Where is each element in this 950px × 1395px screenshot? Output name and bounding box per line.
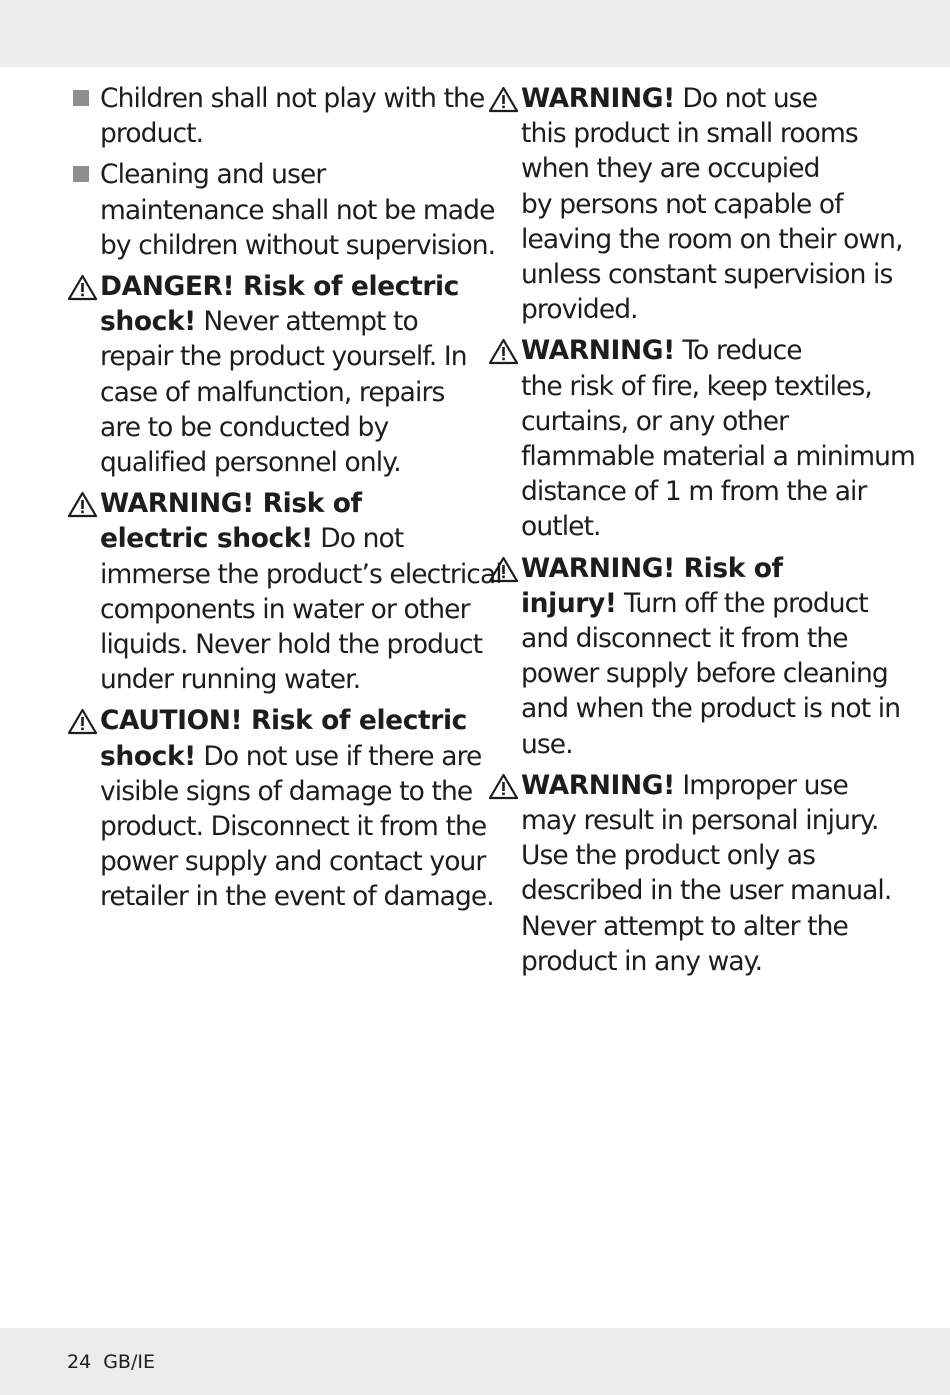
text-line — [100, 116, 467, 151]
warning-label: WARNING! — [521, 335, 675, 367]
text-line — [100, 410, 467, 445]
warning-triangle-icon — [488, 556, 519, 583]
text-line — [100, 879, 494, 914]
page-number: 24 — [67, 1351, 92, 1373]
text-line — [100, 269, 467, 304]
text-line — [521, 838, 883, 873]
body-text: Use the product only as — [521, 840, 816, 872]
body-text: leaving the room on their own, — [521, 223, 903, 255]
text-line — [100, 627, 483, 662]
text-line — [521, 873, 892, 908]
text-line — [521, 222, 903, 257]
text-line — [100, 304, 467, 339]
body-text: use. — [521, 728, 573, 760]
body-text: provided. — [521, 294, 638, 326]
body-text: and when the product is not in — [521, 693, 901, 725]
text-line — [521, 803, 883, 838]
text-line — [521, 727, 883, 762]
bullet-item — [67, 157, 496, 263]
body-text: this product in small rooms — [521, 118, 858, 150]
text-line — [100, 592, 470, 627]
body-text: Do not — [312, 523, 404, 555]
body-text: by children without supervision. — [100, 229, 496, 261]
body-text: Do not use if there are — [195, 740, 482, 772]
body-text: flammable material a minimum — [521, 441, 915, 473]
warning-notice — [488, 768, 892, 979]
warning-label: shock! — [100, 740, 196, 772]
warning-notice — [67, 703, 494, 914]
body-text: distance of 1 m from the air — [521, 476, 867, 508]
warning-label: WARNING! — [521, 769, 675, 801]
text-line — [521, 439, 915, 474]
text-line — [521, 944, 883, 979]
warning-triangle-icon — [67, 274, 98, 301]
text-line — [521, 691, 901, 726]
text-line — [100, 375, 467, 410]
warning-notice — [67, 486, 502, 697]
warning-notice — [488, 333, 915, 544]
body-text: by persons not capable of — [521, 188, 843, 220]
warning-label: WARNING! — [521, 83, 675, 114]
body-text: maintenance shall not be made — [100, 194, 495, 226]
body-text: curtains, or any other — [521, 405, 789, 437]
body-text: the risk of fire, keep textiles, — [521, 370, 872, 402]
body-text: and disconnect it from the — [521, 623, 848, 655]
warning-label: WARNING! Risk of — [100, 488, 362, 520]
text-line — [521, 768, 883, 803]
text-line — [100, 339, 467, 374]
text-line — [100, 703, 467, 738]
body-text: Children shall not play with the — [100, 83, 485, 114]
body-text: Turn off the product — [616, 587, 868, 619]
body-text: liquids. Never hold the product — [100, 629, 483, 661]
text-line — [521, 369, 883, 404]
text-line — [521, 333, 883, 368]
warning-notice — [488, 81, 903, 327]
text-line — [100, 157, 467, 192]
warning-triangle-icon — [488, 773, 519, 800]
warning-label: DANGER! Risk of electric — [100, 271, 459, 303]
text-line — [521, 621, 883, 656]
text-line — [521, 551, 883, 586]
right-column — [488, 81, 915, 985]
body-text: power supply and contact your — [100, 846, 486, 878]
body-text: components in water or other — [100, 593, 470, 625]
square-bullet-icon — [73, 90, 89, 106]
page-footer — [67, 1351, 155, 1373]
left-column — [67, 81, 502, 921]
text-line — [100, 521, 467, 556]
body-text: product in any way. — [521, 945, 763, 977]
text-line — [100, 809, 487, 844]
text-line — [521, 151, 883, 186]
warning-label: shock! — [100, 306, 196, 338]
warning-triangle-icon — [488, 86, 519, 113]
body-text: under running water. — [100, 664, 361, 696]
body-text: are to be conducted by — [100, 411, 389, 443]
body-text: To reduce — [674, 335, 802, 367]
body-text: product. Disconnect it from the — [100, 811, 487, 843]
warning-triangle-icon — [488, 338, 519, 365]
text-line — [521, 909, 883, 944]
body-text: Never attempt to — [195, 306, 418, 338]
body-text: outlet. — [521, 511, 601, 543]
body-text: qualified personnel only. — [100, 447, 401, 479]
text-line — [100, 844, 486, 879]
warning-label: electric shock! — [100, 523, 313, 555]
body-text: unless constant supervision is — [521, 259, 893, 291]
text-line — [521, 474, 883, 509]
text-line — [100, 445, 467, 480]
body-text: repair the product yourself. In — [100, 341, 467, 373]
body-text: Never attempt to alter the — [521, 910, 848, 942]
text-line — [521, 187, 883, 222]
warning-notice — [488, 551, 901, 762]
warning-label: injury! — [521, 587, 617, 619]
text-line — [521, 116, 883, 151]
text-line — [100, 557, 502, 592]
body-text: power supply before cleaning — [521, 658, 888, 690]
body-text: visible signs of damage to the — [100, 775, 473, 807]
warning-triangle-icon — [67, 491, 98, 518]
body-text: when they are occupied — [521, 153, 820, 185]
body-text: Cleaning and user — [100, 159, 326, 191]
text-line — [521, 586, 883, 621]
text-line — [521, 404, 883, 439]
warning-triangle-icon — [67, 708, 98, 735]
text-line — [100, 228, 496, 263]
warning-notice — [67, 269, 467, 480]
text-line — [100, 193, 495, 228]
text-line — [521, 656, 888, 691]
warning-label: WARNING! Risk of — [521, 552, 783, 584]
region-code: GB/IE — [103, 1351, 155, 1373]
warning-label: CAUTION! Risk of electric — [100, 705, 467, 737]
bullet-item — [67, 81, 485, 151]
text-line — [521, 81, 883, 116]
text-line — [521, 509, 883, 544]
header-band — [0, 0, 950, 67]
square-bullet-icon — [73, 166, 89, 182]
body-text: retailer in the event of damage. — [100, 881, 494, 913]
text-line — [521, 292, 883, 327]
text-line — [100, 662, 467, 697]
text-line — [100, 81, 485, 116]
body-text: described in the user manual. — [521, 875, 892, 907]
body-text: Improper use — [674, 769, 848, 801]
body-text: case of malfunction, repairs — [100, 376, 445, 408]
text-line — [100, 486, 467, 521]
text-line — [100, 774, 473, 809]
text-line — [100, 739, 482, 774]
body-text: immerse the product’s electrical — [100, 558, 502, 590]
body-text: Do not use — [674, 83, 818, 114]
body-text: may result in personal injury. — [521, 805, 879, 837]
text-line — [521, 257, 893, 292]
body-text: product. — [100, 118, 204, 150]
